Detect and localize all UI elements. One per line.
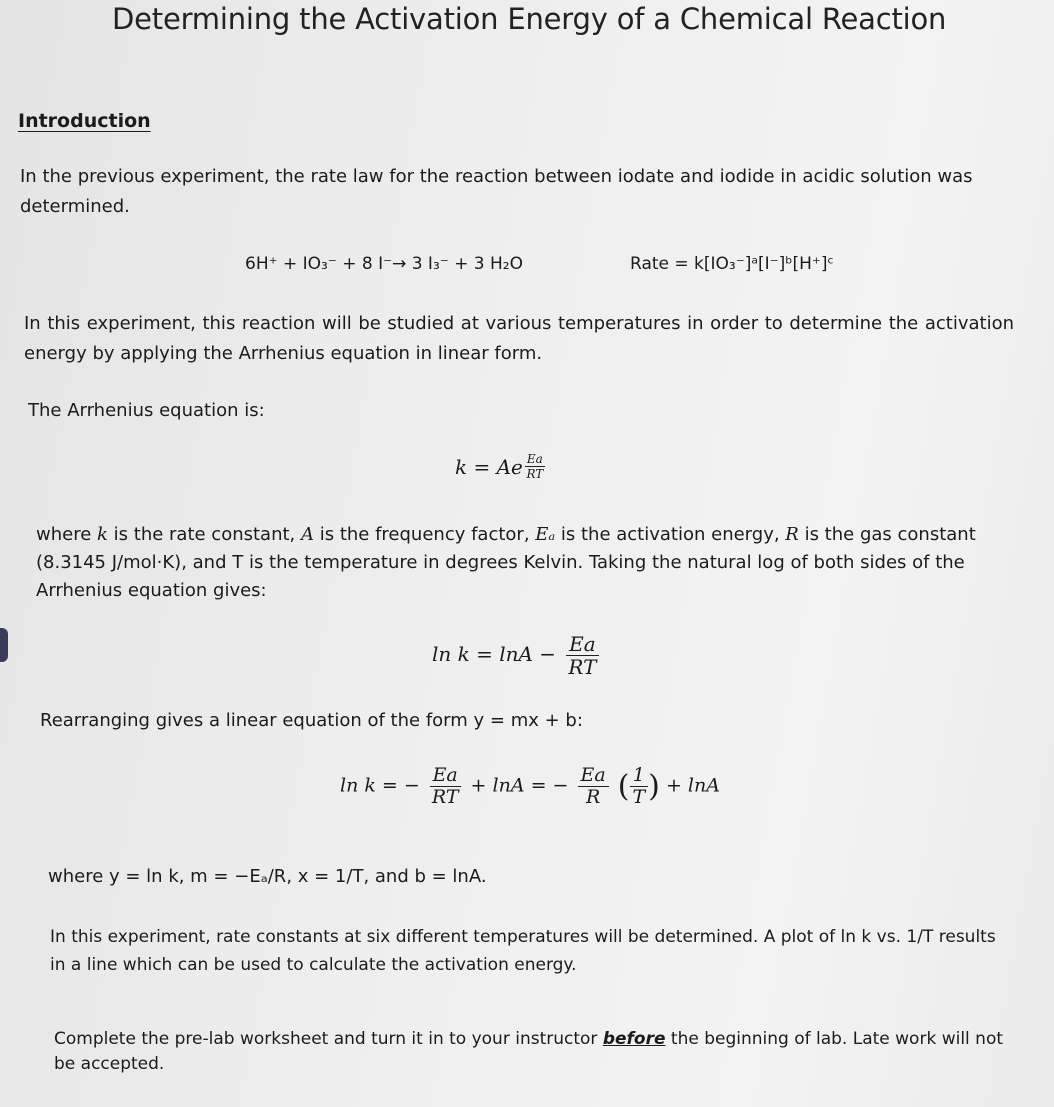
arrhenius-intro: The Arrhenius equation is: [28,400,265,421]
document-title: Determining the Activation Energy of a Chemical Reaction [112,2,947,36]
p4-text-4: is the activation energy, [555,524,786,545]
eq1-A: A [496,455,512,479]
variable-definitions: where y = ln k, m = −Eₐ/R, x = 1/T, and b = lnA. [48,866,487,887]
eq3-f2-num: Ea [578,765,609,787]
eq2-fraction [565,633,599,678]
eq3-fraction-3 [629,765,648,808]
eq2-num: Ea [566,633,599,656]
p4-text-3: is the frequency factor, [314,524,536,545]
page-edge-marker [0,628,8,662]
p4-k: k [97,524,108,545]
p4-text-5: is the gas constant (8.3145 J/mol·K), and T is the temperature in degrees Kelvin. Taking the natural log of both sides of the Arrhenius equation gives: [36,524,976,601]
experiment-paragraph: In this experiment, this reaction will be studied at various temperatures in order to determine the activation energy by applying the Arrhenius equation in linear form. [24,313,1014,364]
eq3-f2-den: R [585,785,601,808]
rearranging-text: Rearranging gives a linear equation of the form y = mx + b: [40,710,583,731]
eq1-exp-num: Ea [526,452,543,466]
eq1-lhs: k = [455,455,497,479]
variables-paragraph [36,521,1006,605]
instructions-text-before: Complete the pre-lab worksheet and turn it in to your instructor [54,1029,603,1049]
eq3-paren-open: ( [617,768,630,804]
eq3-f3-num: 1 [630,765,648,787]
arrhenius-equation [455,452,545,481]
eq3-f1-den: RT [431,785,459,808]
linear-equation [340,765,720,808]
eq3-fraction-1 [429,765,462,808]
p4-Ea: Eₐ [535,524,556,545]
eq1-e: e [511,455,523,479]
p4-text-1: where [36,524,98,545]
intro-paragraph: In the previous experiment, the rate law for the reaction between iodate and iodide in acidic solution was determined. [20,166,973,217]
reaction-equation: 6H⁺ + IO₃⁻ + 8 I⁻→ 3 I₃⁻ + 3 H₂O [245,254,523,274]
experiment-plan-paragraph: In this experiment, rate constants at six different temperatures will be determined. A plot of ln k vs. 1/T results in a line which can be used to calculate the activation energy. [50,927,996,975]
ln-arrhenius-equation [432,633,602,678]
eq3-fraction-2 [578,765,609,808]
section-heading-introduction: Introduction [18,110,151,132]
p4-R: R [785,524,799,545]
instructions-emphasis: before [602,1029,666,1049]
eq3-paren-close: ) [648,768,660,804]
eq1-exponent [525,452,545,481]
eq3-part3: + lnA [665,774,720,797]
rate-law: Rate = k[IO₃⁻]ᵃ[I⁻]ᵇ[H⁺]ᶜ [630,254,834,274]
instructions-text-after: the beginning of lab. Late work will not be accepted. [54,1029,1004,1074]
p4-A: A [301,524,314,545]
p4-text-2: is the rate constant, [107,524,301,545]
eq3-f3-den: T [632,785,646,808]
eq3-part2: + lnA = − [470,774,569,797]
instructions-paragraph [54,1027,1004,1077]
eq3-f1-num: Ea [430,765,461,787]
eq3-part1: ln k = − [340,774,420,797]
eq1-exp-den: RT [526,467,544,481]
eq2-den: RT [568,655,597,679]
eq2-lhs: ln k = lnA − [432,642,557,666]
